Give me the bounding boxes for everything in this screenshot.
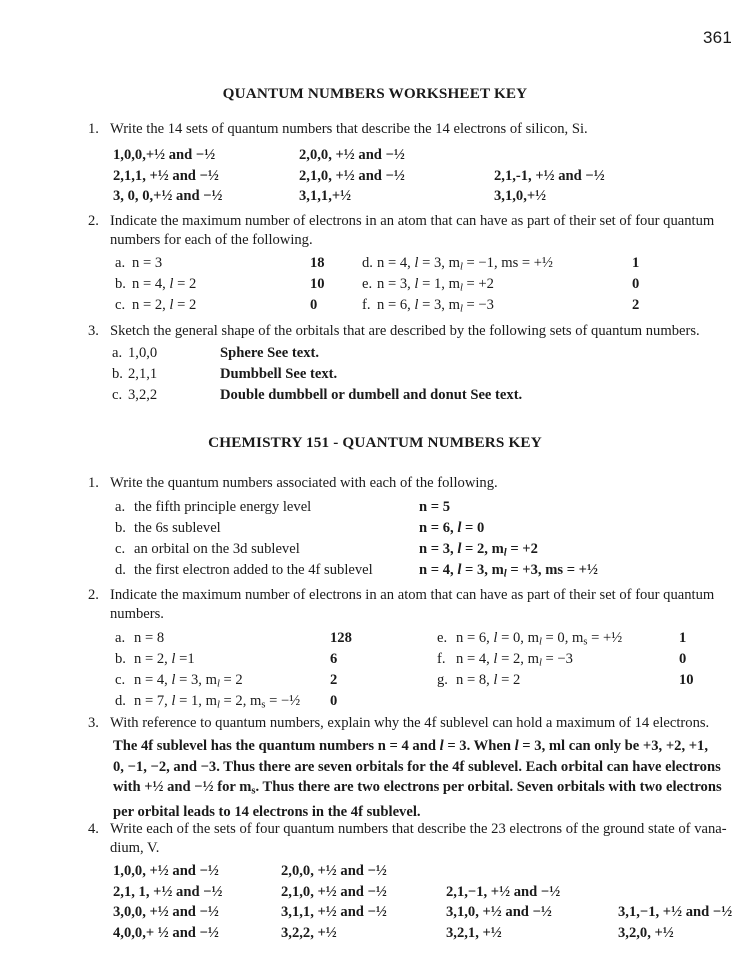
- question-number: 1.: [88, 475, 99, 491]
- answer-line: per orbital leads to 14 electrons in the 4f sublevel.: [113, 803, 421, 820]
- answer-cell: 3,1,−1, +½ and −½: [618, 904, 733, 920]
- sub-item-row: [362, 274, 692, 295]
- sub-item-question: n = 8, l = 2: [456, 672, 521, 688]
- answer-cell: 3,1,1,+½: [299, 188, 352, 204]
- subitems-2-1: [115, 497, 725, 581]
- sub-item-answer: 18: [310, 255, 325, 271]
- question-text: Write the 14 sets of quantum numbers that describe the 14 electrons of silicon, Si.: [110, 121, 588, 137]
- sub-item-question: an orbital on the 3d sublevel: [134, 541, 300, 557]
- answer-cell: 3,1,0, +½ and −½: [446, 904, 552, 920]
- answer-row: [113, 923, 750, 944]
- sub-item-question: n = 3: [132, 255, 163, 271]
- sub-item-label: c.: [112, 387, 123, 403]
- question-number: 2.: [88, 587, 99, 603]
- sub-item-answer: 1: [679, 630, 687, 646]
- answer-cell: 3,0,0, +½ and −½: [113, 904, 219, 920]
- question-text-line-2: numbers for each of the following.: [110, 232, 313, 248]
- sub-item-answer: 10: [310, 276, 325, 292]
- question-text-line-2: numbers.: [110, 606, 164, 622]
- sub-item-label: f.: [437, 651, 446, 667]
- sub-item-row: [437, 628, 727, 649]
- sub-item-label: d.: [362, 255, 373, 271]
- answer-cell: 2,1,-1, +½ and −½: [494, 167, 605, 184]
- question-text: Write the quantum numbers associated with each of the following.: [110, 475, 498, 491]
- sub-item-row: [115, 560, 725, 581]
- answer-cell: 1,0,0,+½ and −½: [113, 147, 216, 163]
- sub-item-label: a.: [115, 499, 126, 515]
- subitems-1-2-right: [362, 253, 692, 316]
- answer-cell: 3,1,1, +½ and −½: [281, 904, 387, 920]
- sub-item-answer: 2: [632, 297, 640, 313]
- subitems-1-2-left: [115, 253, 355, 316]
- sub-item-answer: n = 5: [419, 499, 451, 515]
- sub-item-answer: Double dumbbell or dumbell and donut See text.: [220, 387, 523, 403]
- worksheet-title-1: QUANTUM NUMBERS WORKSHEET KEY: [222, 85, 528, 102]
- sub-item-row: [115, 295, 355, 316]
- sub-item-question: n = 4, l = 3, $m_l = -1$, ms = +½: [377, 255, 553, 273]
- answer-cell: 3,1,0,+½: [494, 188, 547, 204]
- sub-item-question: n = 4, l = 3, $m_l = 2$: [134, 672, 243, 690]
- sub-item-label: d.: [115, 693, 126, 709]
- sub-item-question: 1,0,0: [128, 345, 158, 361]
- sub-item-row: [112, 385, 632, 406]
- answer-row: [113, 861, 750, 882]
- question-text-line-1: Write each of the sets of four quantum numbers that describe the 23 electrons of the ground state of vana-: [110, 821, 727, 837]
- question-1-2-line2: [110, 231, 313, 250]
- answer-cell: 4,0,0,+ ½ and −½: [113, 924, 219, 941]
- answer-line: 0, −1, −2, and −3. Thus there are seven orbitals for the 4f sublevel. Each orbital can have electrons: [113, 758, 721, 775]
- sub-item-question: n = 4, l = 2, $m_l = -3$: [456, 651, 573, 669]
- sub-item-label: f.: [362, 297, 371, 313]
- sub-item-row: [115, 628, 415, 649]
- sub-item-label: b.: [112, 366, 123, 382]
- sub-item-answer: 10: [679, 672, 694, 688]
- sub-item-question: the 6s sublevel: [134, 520, 221, 536]
- sub-item-row: [115, 253, 355, 274]
- sub-item-label: b.: [115, 651, 126, 667]
- sub-item-answer: 2: [330, 672, 338, 688]
- question-number: 4.: [88, 821, 99, 837]
- answer-row: [113, 186, 684, 207]
- sub-item-question: n = 4, l = 2: [132, 276, 197, 292]
- sub-item-question: n = 7, l = 1, $m_l = 2$, $m_s$ = −½: [134, 693, 301, 711]
- subitems-2-2-right: [437, 628, 727, 691]
- sub-item-row: [112, 343, 632, 364]
- sub-item-label: b.: [115, 276, 126, 292]
- answer-cell: 2,1, 1, +½ and −½: [113, 883, 223, 900]
- sub-item-question: the fifth principle energy level: [134, 499, 312, 515]
- sub-item-row: [437, 649, 727, 670]
- sub-item-answer: 1: [632, 255, 640, 271]
- answer-line: with +½ and −½ for $m_s$. Thus there are two electrons per orbital. Seven orbitals with two electrons: [113, 779, 722, 797]
- sub-item-row: [115, 518, 725, 539]
- answer-row: [113, 902, 750, 923]
- worksheet-title-2: CHEMISTRY 151 - QUANTUM NUMBERS KEY: [208, 434, 542, 451]
- answer-cell: 3,2,0, +½: [618, 924, 674, 941]
- question-2-4-line2: [110, 839, 159, 858]
- answer-block-1-1: [113, 145, 684, 207]
- sub-item-row: [362, 295, 692, 316]
- sub-item-row: [115, 649, 415, 670]
- answer-cell: 2,0,0, +½ and −½: [281, 863, 387, 879]
- answer-paragraph-2-3: [113, 736, 722, 822]
- sub-item-label: e.: [362, 276, 373, 292]
- sub-item-label: a.: [115, 630, 126, 646]
- sub-item-question: 2,1,1: [128, 366, 158, 382]
- question-number: 3.: [88, 323, 99, 339]
- sub-item-label: b.: [115, 520, 126, 536]
- question-text: Sketch the general shape of the orbitals that are described by the following sets of quantum numbers.: [110, 323, 700, 339]
- question-text-line-1: Indicate the maximum number of electrons in an atom that can have as part of their set of four quantum: [110, 587, 715, 603]
- sub-item-row: [112, 364, 632, 385]
- sub-item-label: d.: [115, 562, 126, 578]
- answer-cell: 3,2,1, +½: [446, 924, 502, 941]
- sub-item-label: a.: [112, 345, 123, 361]
- answer-row: [113, 882, 750, 903]
- sub-item-answer: 0: [330, 693, 338, 709]
- sub-item-answer: Dumbbell See text.: [220, 366, 338, 382]
- sub-item-row: [362, 253, 692, 274]
- sub-item-row: [115, 274, 355, 295]
- sub-item-answer: 0: [632, 276, 640, 292]
- sub-item-row: [115, 497, 725, 518]
- sub-item-answer: Sphere See text.: [220, 345, 320, 361]
- answer-cell: 2,0,0, +½ and −½: [299, 147, 405, 163]
- sub-item-answer: 0: [679, 651, 687, 667]
- answer-cell: 2,1,0, +½ and −½: [299, 167, 405, 184]
- sub-item-question: n = 2, l = 2: [132, 297, 197, 313]
- sub-item-label: c.: [115, 297, 126, 313]
- answer-cell: 2,1,−1, +½ and −½: [446, 883, 561, 900]
- question-number: 1.: [88, 121, 99, 137]
- question-text-line-2: dium, V.: [110, 840, 160, 856]
- answer-cell: 3, 0, 0,+½ and −½: [113, 188, 223, 204]
- subitems-1-3: [112, 343, 632, 406]
- sub-item-answer: n = 3, l = 2, $m_l = +2$: [419, 541, 538, 559]
- sub-item-answer: 0: [310, 297, 318, 313]
- sub-item-label: c.: [115, 672, 126, 688]
- sub-item-label: e.: [437, 630, 448, 646]
- sub-item-row: [437, 670, 727, 691]
- sub-item-answer: n = 6, l = 0: [419, 520, 485, 536]
- sub-item-label: g.: [437, 672, 448, 688]
- sub-item-question: 3,2,2: [128, 387, 158, 403]
- sub-item-question: n = 6, l = 3, $m_l = -3$: [377, 297, 494, 315]
- question-number: 3.: [88, 715, 99, 731]
- sub-item-question: n = 3, l = 1, $m_l = +2$: [377, 276, 494, 294]
- answer-cell: 2,1,1, +½ and −½: [113, 167, 219, 184]
- sub-item-label: a.: [115, 255, 126, 271]
- answer-cell: 3,2,2, +½: [281, 924, 337, 941]
- answer-line: The 4f sublevel has the quantum numbers n = 4 and l = 3. When l = 3, ml can only be +3, +2, +1,: [113, 738, 708, 754]
- question-text-line-1: Indicate the maximum number of electrons in an atom that can have as part of their set of four quantum: [110, 213, 715, 229]
- question-number: 2.: [88, 213, 99, 229]
- sub-item-label: c.: [115, 541, 126, 557]
- question-text: With reference to quantum numbers, explain why the 4f sublevel can hold a maximum of 14 electrons.: [110, 715, 710, 731]
- question-2-2-line2: [110, 605, 164, 624]
- answer-block-2-4: [113, 861, 750, 943]
- answer-cell: 1,0,0, +½ and −½: [113, 863, 219, 879]
- subitems-2-2-left: [115, 628, 415, 712]
- answer-cell: 2,1,0, +½ and −½: [281, 883, 387, 900]
- sub-item-question: n = 6, l = 0, $m_l = 0$, $m_s$ = +½: [456, 630, 623, 648]
- sub-item-answer: 128: [330, 630, 352, 646]
- answer-row: [113, 166, 684, 187]
- sub-item-row: [115, 539, 725, 560]
- sub-item-row: [115, 691, 415, 712]
- sub-item-question: n = 8: [134, 630, 165, 646]
- sub-item-row: [115, 670, 415, 691]
- sub-item-question: n = 2, l =1: [134, 651, 195, 667]
- page-number: 361: [703, 28, 732, 47]
- sub-item-answer: n = 4, l = 3, $m_l = +3$, ms = +½: [419, 562, 598, 580]
- sub-item-answer: 6: [330, 651, 338, 667]
- sub-item-question: the first electron added to the 4f sublevel: [134, 562, 373, 578]
- answer-row: [113, 145, 684, 166]
